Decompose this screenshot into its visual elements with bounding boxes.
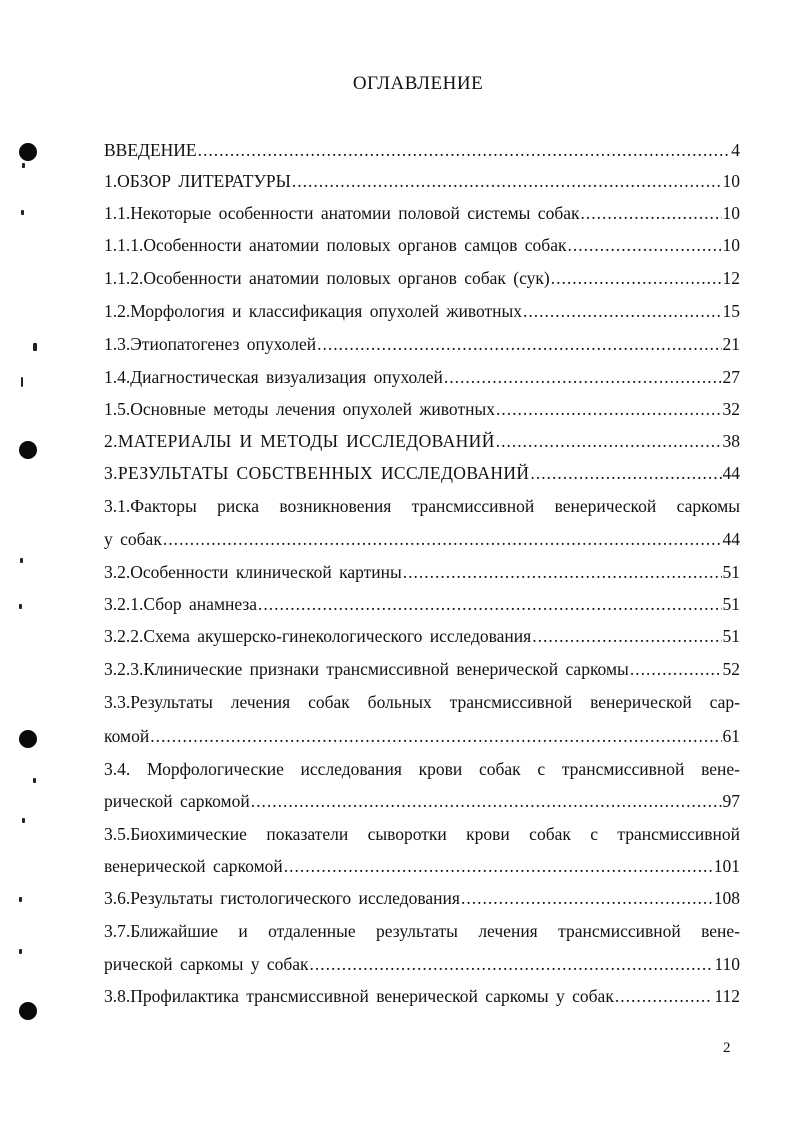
toc-entry <box>104 726 740 752</box>
toc-leader-dots <box>163 529 722 550</box>
toc-entry-page: 108 <box>713 888 740 908</box>
toc-leader-dots <box>530 463 721 484</box>
toc-leader-dots <box>496 431 722 452</box>
scan-speck-icon <box>33 778 36 783</box>
toc-entry-page: 15 <box>722 301 740 321</box>
toc-entry <box>104 986 740 1012</box>
toc-leader-dots <box>258 594 721 615</box>
toc-entry-label: ВВЕДЕНИЕ <box>104 140 197 160</box>
binder-hole-icon <box>19 730 37 748</box>
toc-entry-label: 1.4.Диагностическая визуализация опухолей <box>104 367 443 387</box>
toc-entry-label: 1.1.Некоторые особенности анатомии половой системы собак <box>104 203 580 223</box>
toc-entry <box>104 334 740 360</box>
toc-entry-label: 1.1.1.Особенности анатомии половых органов самцов собак <box>104 235 567 255</box>
toc-entry-label: 2.МАТЕРИАЛЫ И МЕТОДЫ ИССЛЕДОВАНИЙ <box>104 431 495 451</box>
toc-leader-dots <box>150 726 721 747</box>
binder-hole-icon <box>19 441 37 459</box>
page-number: 2 <box>723 1040 731 1056</box>
toc-entry-page: 21 <box>722 334 740 354</box>
toc-entry-label: венерической саркомой <box>104 856 283 876</box>
toc-entry <box>104 529 740 555</box>
binder-hole-icon <box>19 1002 37 1020</box>
toc-entry <box>104 367 740 393</box>
scan-speck-icon <box>22 818 25 823</box>
toc-entry <box>104 626 740 652</box>
toc-leader-dots <box>444 367 722 388</box>
toc-leader-dots <box>496 399 722 420</box>
toc-entry-page: 4 <box>731 140 740 160</box>
scan-speck-icon <box>19 604 22 609</box>
toc-entry <box>104 399 740 425</box>
toc-entry-page: 51 <box>722 562 740 582</box>
toc-entry-page: 10 <box>722 171 740 191</box>
toc-entry-label: 1.ОБЗОР ЛИТЕРАТУРЫ <box>104 171 291 191</box>
toc-entry <box>104 856 740 882</box>
toc-leader-dots <box>284 856 713 877</box>
toc-entry-label: рической саркомы у собак <box>104 954 309 974</box>
page-title: ОГЛАВЛЕНИЕ <box>352 73 484 94</box>
toc-entry <box>104 301 740 327</box>
toc-leader-dots <box>551 268 722 289</box>
toc-entry-page: 97 <box>722 791 740 811</box>
scan-speck-icon <box>20 558 23 563</box>
toc-entry-first-line: 3.5.Биохимические показатели сыворотки крови собак с трансмиссивной <box>104 824 740 844</box>
toc-entry <box>104 140 740 166</box>
toc-leader-dots <box>198 140 731 161</box>
binder-hole-icon <box>19 143 37 161</box>
toc-entry-label: 3.2.2.Схема акушерско-гинекологического исследования <box>104 626 532 646</box>
toc-entry-label: 3.2.3.Клинические признаки трансмиссивной венерической саркомы <box>104 659 629 679</box>
scan-speck-icon <box>22 163 25 168</box>
toc-leader-dots <box>292 171 722 192</box>
toc-entry <box>104 594 740 620</box>
toc-entry-first-line: 3.7.Ближайшие и отдаленные результаты лечения трансмиссивной вене- <box>104 921 740 941</box>
toc-entry-page: 52 <box>722 659 740 679</box>
toc-entry <box>104 954 740 980</box>
toc-entry-label: у собак <box>104 529 162 549</box>
toc-entry-page: 51 <box>722 626 740 646</box>
toc-entry-page: 112 <box>714 986 740 1006</box>
toc-entry <box>104 562 740 588</box>
toc-entry-page: 27 <box>722 367 740 387</box>
toc-entry-label: комой <box>104 726 150 746</box>
scan-speck-icon <box>19 897 22 902</box>
toc-entry <box>104 463 740 489</box>
toc-leader-dots <box>461 888 713 909</box>
toc-entry-label: 1.5.Основные методы лечения опухолей животных <box>104 399 495 419</box>
toc-entry-label: 3.6.Результаты гистологического исследования <box>104 888 460 908</box>
toc-entry <box>104 268 740 294</box>
toc-entry-page: 10 <box>722 235 740 255</box>
toc-leader-dots <box>615 986 714 1007</box>
toc-leader-dots <box>310 954 714 975</box>
toc-entry-first-line: 3.3.Результаты лечения собак больных трансмиссивной венерической сар- <box>104 692 740 712</box>
toc-entry-label: рической саркомой <box>104 791 250 811</box>
toc-entry <box>104 791 740 817</box>
scan-speck-icon <box>21 210 24 215</box>
toc-leader-dots <box>532 626 721 647</box>
toc-entry-label: 1.3.Этиопатогенез опухолей <box>104 334 317 354</box>
toc-leader-dots <box>523 301 721 322</box>
toc-entry-page: 101 <box>713 856 740 876</box>
toc-entry-label: 1.1.2.Особенности анатомии половых органов собак (сук) <box>104 268 550 288</box>
toc-entry-page: 61 <box>722 726 740 746</box>
toc-leader-dots <box>251 791 722 812</box>
toc-entry-label: 3.8.Профилактика трансмиссивной венерической саркомы у собак <box>104 986 614 1006</box>
toc-entry <box>104 659 740 685</box>
toc-entry-page: 38 <box>722 431 740 451</box>
toc-entry-label: 3.2.Особенности клинической картины <box>104 562 402 582</box>
toc-entry <box>104 171 740 197</box>
toc-leader-dots <box>630 659 722 680</box>
toc-leader-dots <box>581 203 722 224</box>
scan-speck-icon <box>21 377 23 387</box>
scan-speck-icon <box>19 949 22 954</box>
toc-entry-page: 10 <box>722 203 740 223</box>
toc-leader-dots <box>403 562 722 583</box>
toc-entry-page: 12 <box>722 268 740 288</box>
toc-entry-page: 44 <box>722 529 740 549</box>
toc-entry-first-line: 3.4. Морфологические исследования крови собак с трансмиссивной вене- <box>104 759 740 779</box>
toc-entry <box>104 888 740 914</box>
toc-entry-page: 44 <box>722 463 740 483</box>
toc-entry-label: 3.2.1.Сбор анамнеза <box>104 594 258 614</box>
toc-entry-page: 51 <box>722 594 740 614</box>
toc-entry <box>104 203 740 229</box>
toc-entry-label: 3.РЕЗУЛЬТАТЫ СОБСТВЕННЫХ ИССЛЕДОВАНИЙ <box>104 463 530 483</box>
toc-entry-label: 1.2.Морфология и классификация опухолей животных <box>104 301 523 321</box>
toc-leader-dots <box>317 334 721 355</box>
scan-speck-icon <box>33 343 37 351</box>
toc-entry-page: 32 <box>722 399 740 419</box>
toc-entry-page: 110 <box>714 954 740 974</box>
toc-entry <box>104 235 740 261</box>
toc-entry <box>104 431 740 457</box>
toc-entry-first-line: 3.1.Факторы риска возникновения трансмиссивной венерической саркомы <box>104 496 740 516</box>
toc-leader-dots <box>567 235 721 256</box>
